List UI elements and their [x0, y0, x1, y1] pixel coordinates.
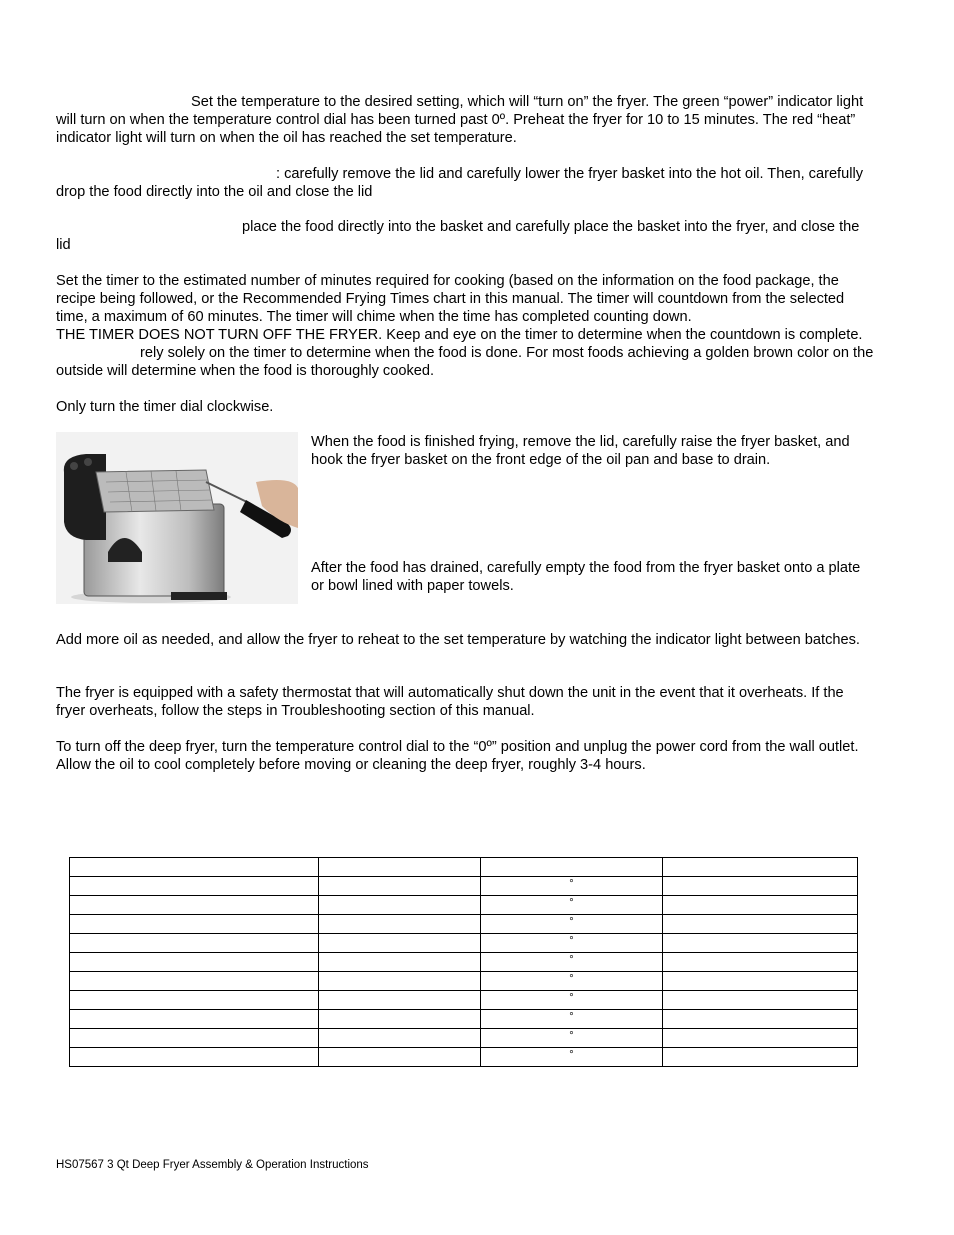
table-cell: [319, 915, 481, 934]
table-cell: [319, 991, 481, 1010]
table-cell: [319, 934, 481, 953]
table-cell: [319, 1029, 481, 1048]
table-cell: [481, 915, 663, 934]
thermostat-text: The fryer is equipped with a safety thermostat that will automatically shut down the unit in the event that it overheats. If the fryer overheats, follow the steps in Troubleshooting section of this manual.: [56, 685, 848, 719]
table-row: [70, 953, 858, 972]
drop-food-text: : carefully remove the lid and carefully lower the fryer basket into the hot oil. Then, carefully drop the food directly into the oil and close the lid: [56, 166, 868, 200]
table-cell: [481, 972, 663, 991]
table-cell: [70, 877, 319, 896]
table-cell: [481, 1029, 663, 1048]
table-cell: [663, 1029, 858, 1048]
table-cell: [663, 896, 858, 915]
table-cell: [663, 991, 858, 1010]
raise-basket-paragraph: [311, 433, 871, 469]
table-cell: [70, 991, 319, 1010]
table-cell: [70, 953, 319, 972]
degree-symbol: °: [569, 878, 574, 890]
table-cell: [319, 858, 481, 877]
table-cell: [319, 953, 481, 972]
timer-text-1: Set the timer to the estimated number of minutes required for cooking (based on the information on the food package, the recipe being followed, or the Recommended Frying Times chart in this manual. The timer will countdown from the selected time, a maximum of 60 minutes. The timer will chime when the time has completed counting down.: [56, 273, 849, 325]
degree-symbol: °: [569, 897, 574, 909]
table-cell: [663, 934, 858, 953]
table-cell: [70, 858, 319, 877]
table-cell: [663, 877, 858, 896]
table-cell: [481, 1010, 663, 1029]
table-cell: [481, 896, 663, 915]
footer-text: HS07567 3 Qt Deep Fryer Assembly & Operation Instructions: [56, 1159, 369, 1171]
turn-off-text: To turn off the deep fryer, turn the temperature control dial to the “0º” position and unplug the power cord from the wall outlet. Allow the oil to cool completely before moving or cleaning the deep fryer, roughly 3-4 hours.: [56, 739, 862, 773]
add-oil-paragraph: [56, 631, 876, 649]
table-cell: [481, 877, 663, 896]
table-cell: [70, 1029, 319, 1048]
basket-food-paragraph: [56, 218, 876, 254]
turn-off-paragraph: [56, 738, 876, 774]
degree-symbol: °: [569, 1049, 574, 1061]
timer-text-2: THE TIMER DOES NOT TURN OFF THE FRYER. Keep and eye on the timer to determine when the countdown is complete.: [56, 327, 863, 343]
table-cell: [70, 934, 319, 953]
degree-symbol: °: [569, 935, 574, 947]
degree-symbol: °: [569, 1030, 574, 1042]
table-cell: [481, 953, 663, 972]
frying-times-table: [69, 857, 858, 1067]
drop-food-paragraph: [56, 165, 876, 201]
table-cell: [663, 1048, 858, 1067]
thermostat-paragraph: [56, 684, 876, 720]
table-row: [70, 1010, 858, 1029]
degree-symbol: °: [569, 973, 574, 985]
raise-basket-text: When the food is finished frying, remove the lid, carefully raise the fryer basket, and hook the fryer basket on the front edge of the oil pan and base to drain.: [311, 434, 850, 468]
table-cell: [70, 1048, 319, 1067]
table-cell: [319, 877, 481, 896]
table-cell: [319, 972, 481, 991]
table-cell: [70, 972, 319, 991]
table-cell: [70, 896, 319, 915]
clockwise-paragraph: [56, 398, 876, 416]
preheat-paragraph: [56, 93, 876, 147]
table-row: [70, 1029, 858, 1048]
preheat-text: Set the temperature to the desired setting, which will “turn on” the fryer. The green “power” indicator light will turn on when the temperature control dial has been turned past 0º. Preheat the fryer for 10 to 15 minutes. The red “heat” indicator light will turn on when the oil has reached the set temperature.: [56, 94, 868, 146]
table-cell: [663, 1010, 858, 1029]
table-header-row: [70, 858, 858, 877]
table-cell: [319, 896, 481, 915]
add-oil-text: Add more oil as needed, and allow the fryer to reheat to the set temperature by watching the indicator light between batches.: [56, 632, 860, 648]
table-cell: [481, 1048, 663, 1067]
table-cell: [663, 972, 858, 991]
clockwise-text: Only turn the timer dial clockwise.: [56, 399, 274, 415]
table-cell: [663, 858, 858, 877]
fryer-basket-photo: [56, 432, 298, 604]
degree-symbol: °: [569, 954, 574, 966]
table-cell: [70, 915, 319, 934]
table-row: [70, 877, 858, 896]
table-cell: [663, 953, 858, 972]
table-cell: [481, 991, 663, 1010]
table-cell: [481, 934, 663, 953]
table-row: [70, 915, 858, 934]
timer-paragraph: [56, 272, 876, 380]
table-row: [70, 896, 858, 915]
frying-times-table-body: [70, 858, 858, 1067]
degree-symbol: °: [569, 1011, 574, 1023]
table-row: [70, 972, 858, 991]
basket-food-text: place the food directly into the basket and carefully place the basket into the fryer, and close the lid: [56, 219, 864, 253]
table-row: [70, 1048, 858, 1067]
fryer-illustration-icon: [56, 432, 298, 604]
table-cell: [70, 1010, 319, 1029]
table-cell: [319, 1010, 481, 1029]
table-row: [70, 934, 858, 953]
degree-symbol: °: [569, 992, 574, 1004]
drained-paragraph: [311, 559, 871, 595]
table-row: [70, 991, 858, 1010]
degree-symbol: °: [569, 916, 574, 928]
table-cell: [481, 858, 663, 877]
timer-text-3: rely solely on the timer to determine when the food is done. For most foods achieving a golden brown color on the outside will determine when the food is thoroughly cooked.: [56, 345, 878, 379]
drained-text: After the food has drained, carefully empty the food from the fryer basket onto a plate or bowl lined with paper towels.: [311, 560, 861, 594]
table-cell: [663, 915, 858, 934]
table-cell: [319, 1048, 481, 1067]
